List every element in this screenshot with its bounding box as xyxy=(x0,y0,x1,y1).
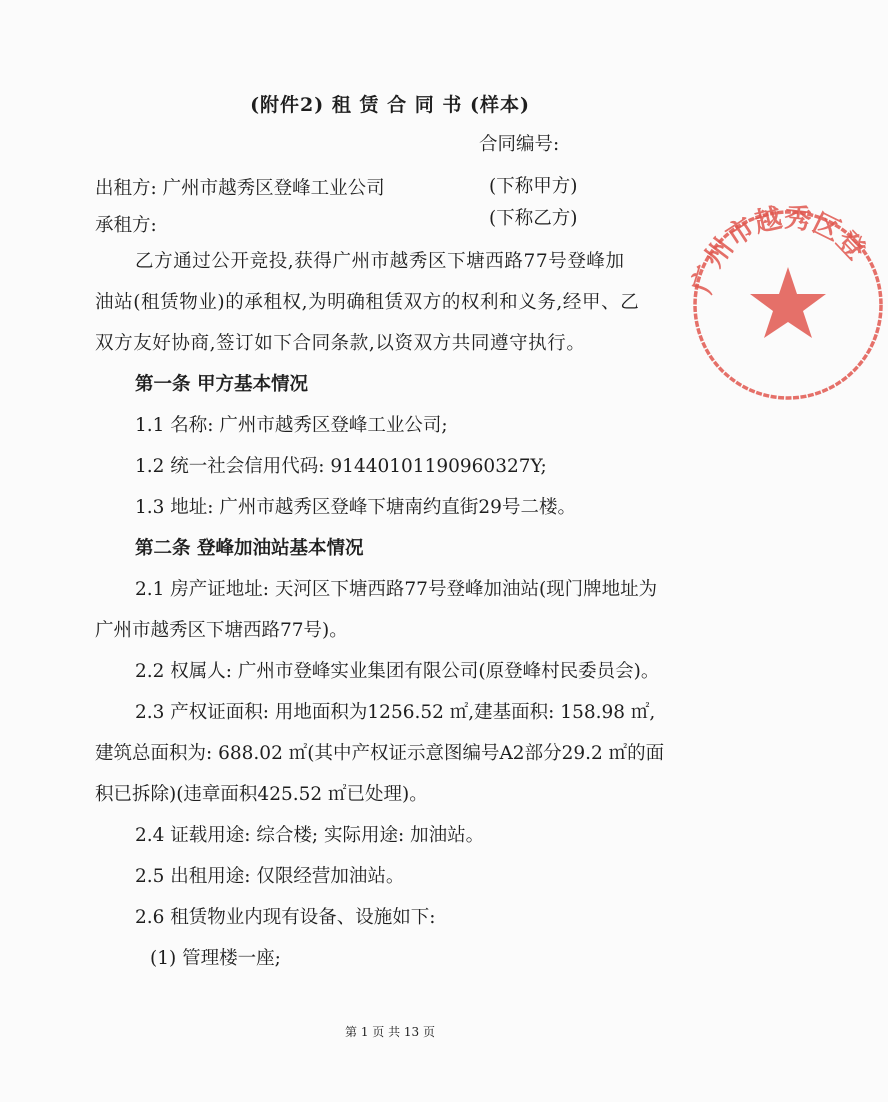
lessee-line: 承租方: xyxy=(95,215,157,236)
section1-item: 1.3 地址: 广州市越秀区登峰下塘南约直街29号二楼。 xyxy=(135,497,576,518)
lessor-note: (下称甲方) xyxy=(489,176,578,197)
section2-line: 2.3 产权证面积: 用地面积为1256.52 ㎡,建基面积: 158.98 ㎡, xyxy=(135,702,656,723)
section1-heading: 第一条 甲方基本情况 xyxy=(135,374,308,395)
contract-number-label: 合同编号: xyxy=(479,134,560,155)
svg-text:广州市越秀区登: 广州市越秀区登 xyxy=(688,205,872,298)
section2-line: 2.1 房产证地址: 天河区下塘西路77号登峰加油站(现门牌地址为 xyxy=(135,579,658,600)
lessor-line: 出租方: 广州市越秀区登峰工业公司 xyxy=(95,178,385,199)
section2-line: 2.5 出租用途: 仅限经营加油站。 xyxy=(135,866,405,887)
page-footer: 第 1 页 共 13 页 xyxy=(345,1025,435,1039)
section2-line: 2.4 证载用途: 综合楼; 实际用途: 加油站。 xyxy=(135,825,485,846)
section2-heading: 第二条 登峰加油站基本情况 xyxy=(135,538,364,559)
lessee-note: (下称乙方) xyxy=(489,208,578,229)
section2-line: 积已拆除)(违章面积425.52 ㎡已处理)。 xyxy=(95,784,428,805)
section1-item: 1.1 名称: 广州市越秀区登峰工业公司; xyxy=(135,415,448,436)
company-seal-stamp xyxy=(688,205,888,405)
intro-line-3: 双方友好协商,签订如下合同条款,以资双方共同遵守执行。 xyxy=(95,333,586,354)
intro-line-2: 油站(租赁物业)的承租权,为明确租赁双方的权利和义务,经甲、乙 xyxy=(95,292,640,313)
document-title: (附件2) 租 赁 合 同 书 (样本) xyxy=(250,94,530,116)
section2-line: 建筑总面积为: 688.02 ㎡(其中产权证示意图编号A2部分29.2 ㎡的面 xyxy=(95,743,665,764)
section1-item: 1.2 统一社会信用代码: 91440101190960327Y; xyxy=(135,456,547,477)
section2-line: (1) 管理楼一座; xyxy=(150,948,281,969)
section2-line: 2.2 权属人: 广州市登峰实业集团有限公司(原登峰村民委员会)。 xyxy=(135,661,660,682)
section2-line: 2.6 租赁物业内现有设备、设施如下: xyxy=(135,907,436,928)
intro-line-1: 乙方通过公开竞投,获得广州市越秀区下塘西路77号登峰加 xyxy=(135,251,625,272)
section2-line: 广州市越秀区下塘西路77号)。 xyxy=(95,620,348,641)
